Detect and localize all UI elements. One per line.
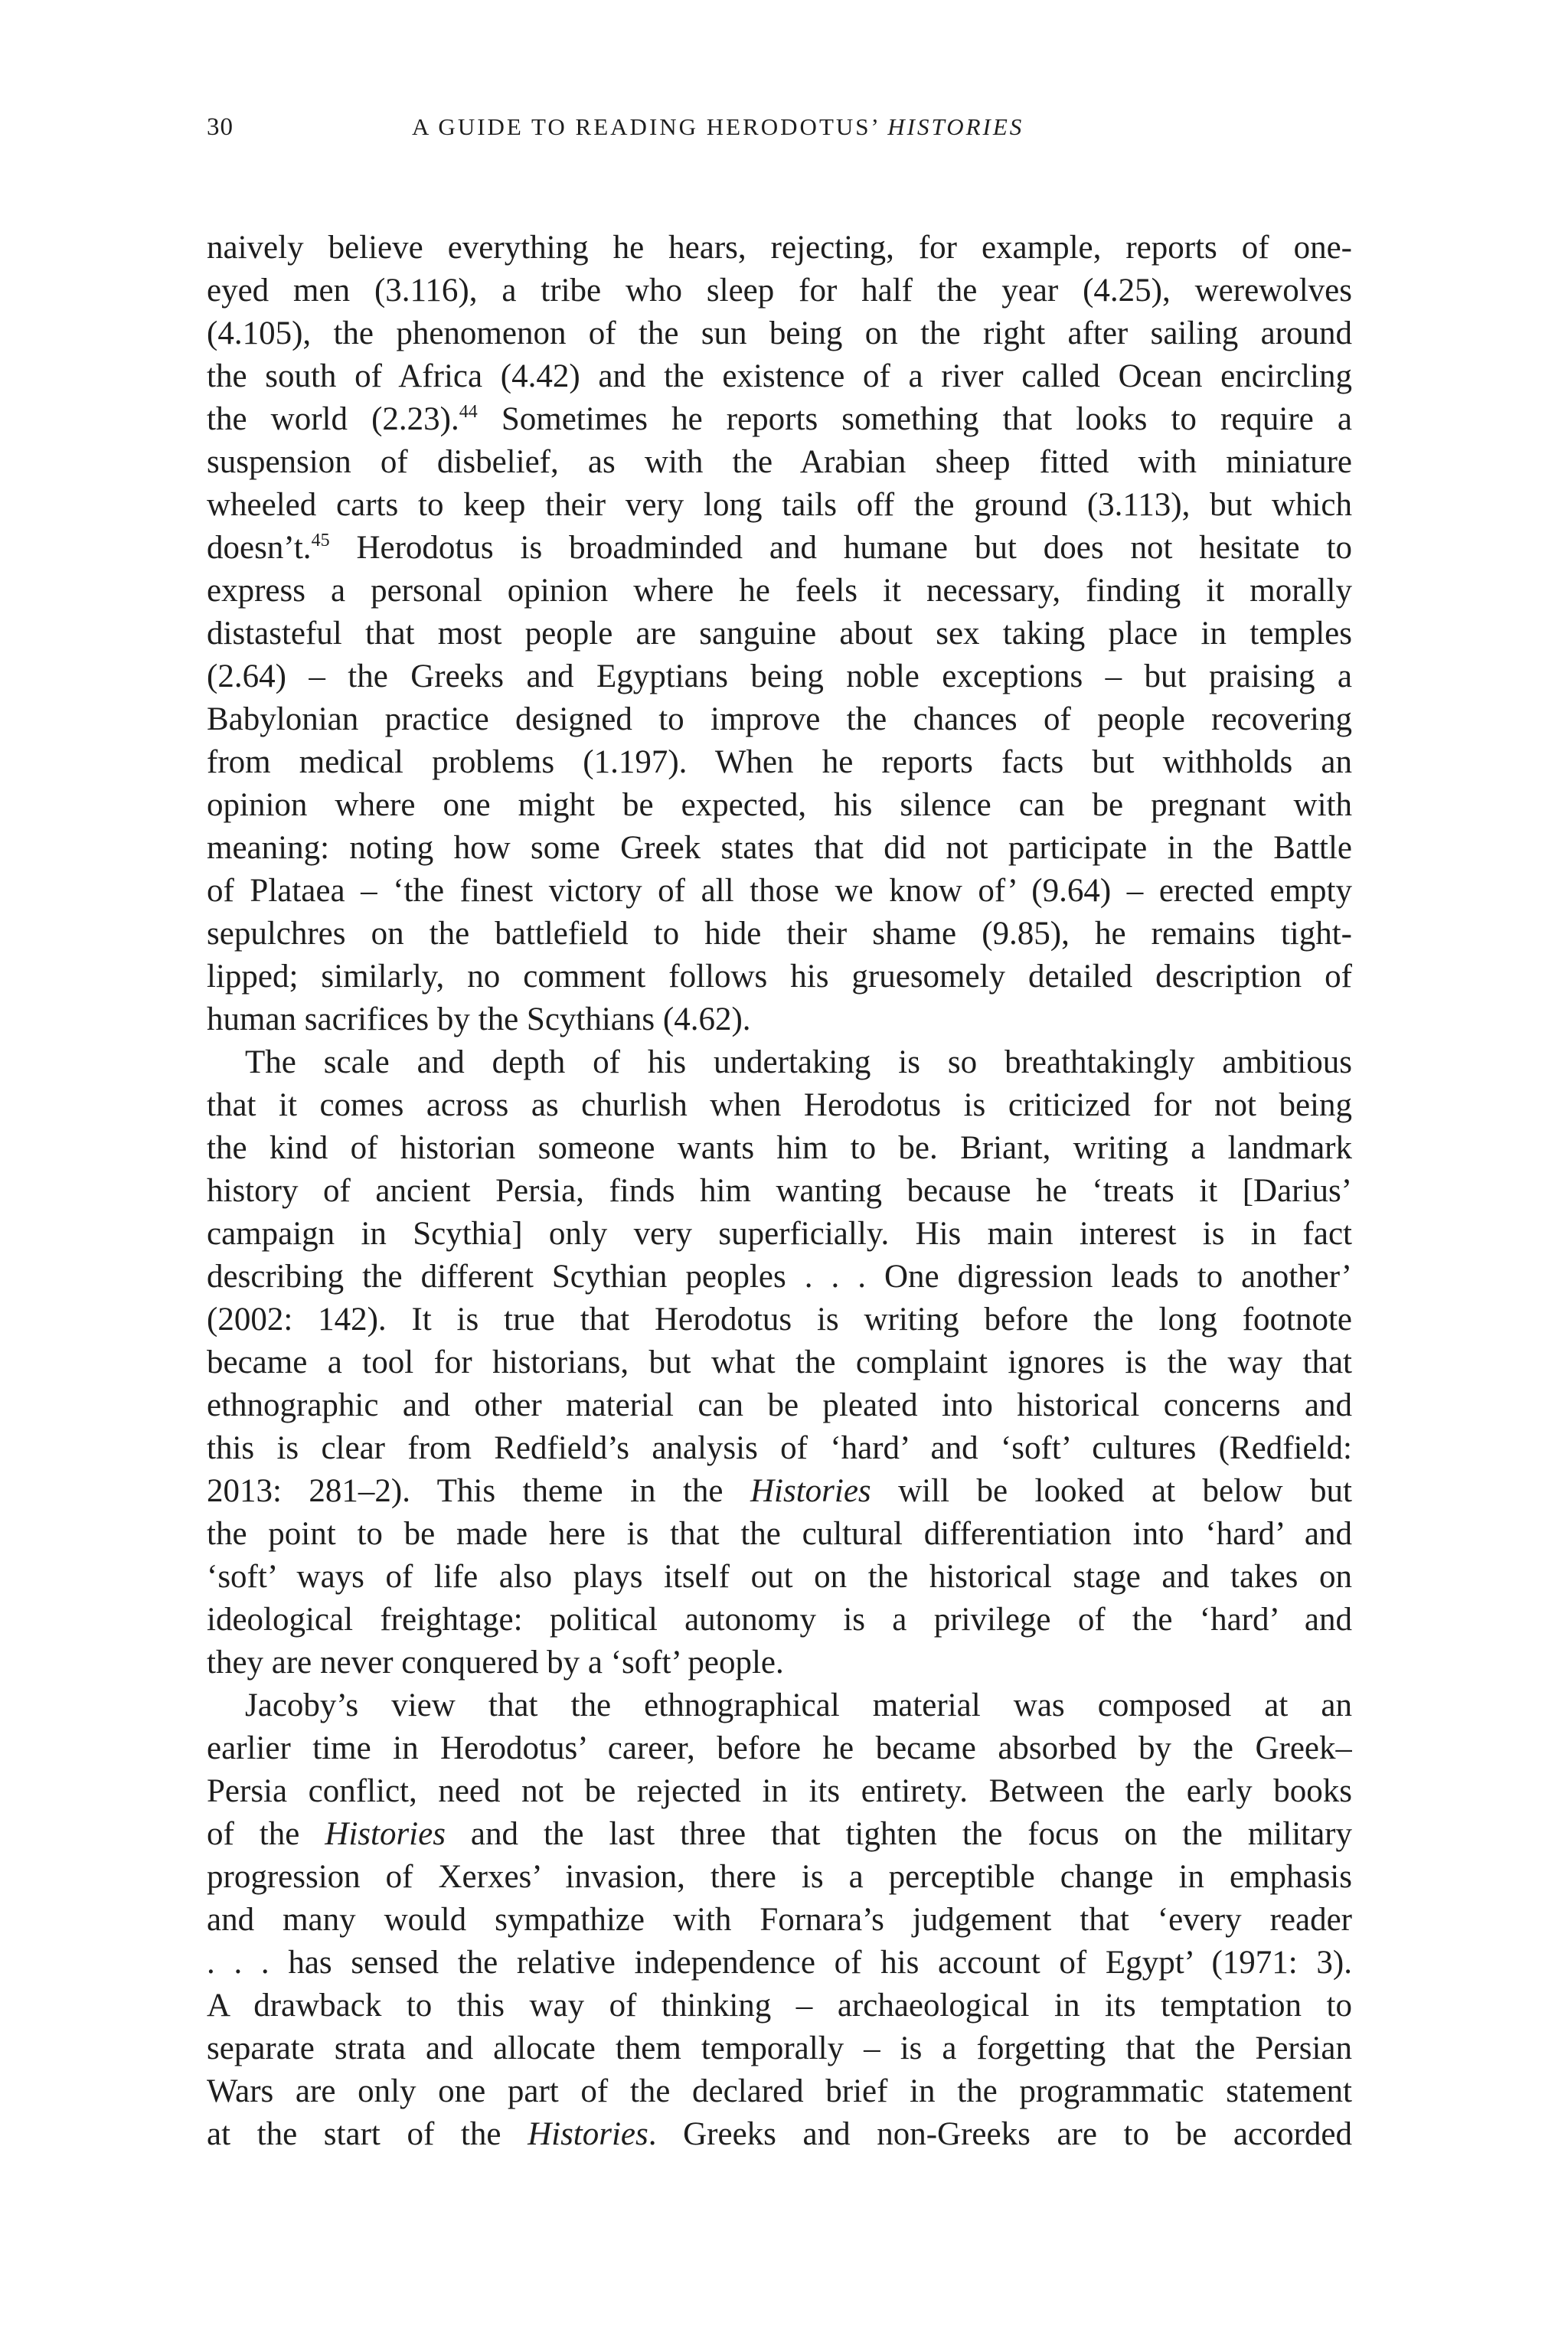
text-line: wheeled carts to keep their very long tails off the ground (3.113), but which xyxy=(207,487,1352,523)
text-line: naively believe everything he hears, rejecting, for example, reports of one- xyxy=(207,230,1352,266)
book-title: Histories xyxy=(750,1473,871,1509)
running-head-title: HISTORIES xyxy=(887,113,1024,140)
text-line: doesn’t.$^{45}$ Herodotus is broadminded and humane but does not hesitate to xyxy=(207,530,1352,566)
text-line: separate strata and allocate them temporally – is a forgetting that the Persian xyxy=(207,2030,1352,2066)
text-line: sepulchres on the battlefield to hide their shame (9.85), he remains tight- xyxy=(207,916,1352,952)
page-number: 30 xyxy=(207,113,234,141)
text-line: that it comes across as churlish when Herodotus is criticized for not being xyxy=(207,1087,1352,1123)
text-line: ‘soft’ ways of life also plays itself out on the historical stage and takes on xyxy=(207,1559,1352,1595)
text-line: of the Histories and the last three that tighten the focus on the military xyxy=(207,1816,1352,1852)
text-line: . . . has sensed the relative independence of his account of Egypt’ (1971: 3). xyxy=(207,1945,1352,1981)
text-line: (2002: 142). It is true that Herodotus is writing before the long footnote xyxy=(207,1302,1352,1338)
footnote-marker: 44 xyxy=(459,402,478,422)
text-line: Babylonian practice designed to improve the chances of people recovering xyxy=(207,701,1352,737)
text-line: suspension of disbelief, as with the Arabian sheep fitted with miniature xyxy=(207,444,1352,480)
text-line: (2.64) – the Greeks and Egyptians being noble exceptions – but praising a xyxy=(207,658,1352,694)
text-line: express a personal opinion where he feels it necessary, finding it morally xyxy=(207,573,1352,609)
text-line: distasteful that most people are sanguine about sex taking place in temples xyxy=(207,616,1352,652)
book-title: Histories xyxy=(325,1816,446,1852)
text-line: eyed men (3.116), a tribe who sleep for half the year (4.25), werewolves xyxy=(207,273,1352,309)
text-line: The scale and depth of his undertaking is so breathtakingly ambitious xyxy=(245,1044,1352,1080)
text-line: human sacrifices by the Scythians (4.62). xyxy=(207,1001,751,1037)
body-text xyxy=(207,227,1352,2156)
text-line: the world (2.23).$^{44}$ Sometimes he reports something that looks to require a xyxy=(207,401,1352,437)
text-line: history of ancient Persia, finds him wanting because he ‘treats it [Darius’ xyxy=(207,1173,1352,1209)
text-line: A drawback to this way of thinking – archaeological in its temptation to xyxy=(207,1988,1352,2024)
text-line: opinion where one might be expected, his silence can be pregnant with xyxy=(207,787,1352,823)
text-line: earlier time in Herodotus’ career, before he became absorbed by the Greek– xyxy=(207,1730,1352,1766)
running-head xyxy=(412,113,1024,141)
text-line: the kind of historian someone wants him to be. Briant, writing a landmark xyxy=(207,1130,1352,1166)
text-line: and many would sympathize with Fornara’s judgement that ‘every reader xyxy=(207,1902,1352,1938)
footnote-marker: 45 xyxy=(311,531,330,550)
text-line: the south of Africa (4.42) and the existence of a river called Ocean encircling xyxy=(207,358,1352,394)
text-line: progression of Xerxes’ invasion, there is a perceptible change in emphasis xyxy=(207,1859,1352,1895)
text-line: ideological freightage: political autonomy is a privilege of the ‘hard’ and xyxy=(207,1602,1352,1638)
text-line: Wars are only one part of the declared brief in the programmatic statement xyxy=(207,2073,1352,2109)
text-line: this is clear from Redfield’s analysis of ‘hard’ and ‘soft’ cultures (Redfield: xyxy=(207,1430,1352,1466)
text-line: lipped; similarly, no comment follows his gruesomely detailed description of xyxy=(207,959,1352,995)
text-line: the point to be made here is that the cultural differentiation into ‘hard’ and xyxy=(207,1516,1352,1552)
text-line: describing the different Scythian peoples . . . One digression leads to another’ xyxy=(207,1259,1352,1295)
text-line: meaning: noting how some Greek states that did not participate in the Battle xyxy=(207,830,1352,866)
text-line: at the start of the Histories. Greeks and non-Greeks are to be accorded xyxy=(207,2116,1352,2152)
text-line: 2013: 281–2). This theme in the Histories will be looked at below but xyxy=(207,1473,1352,1509)
text-line: became a tool for historians, but what the complaint ignores is the way that xyxy=(207,1344,1352,1380)
book-title: Histories xyxy=(528,2116,648,2152)
text-line: ethnographic and other material can be pleated into historical concerns and xyxy=(207,1387,1352,1423)
text-line: of Plataea – ‘the finest victory of all those we know of’ (9.64) – erected empty xyxy=(207,873,1352,909)
text-line: from medical problems (1.197). When he reports facts but withholds an xyxy=(207,744,1352,780)
page-header xyxy=(207,113,1352,150)
text-line: Jacoby’s view that the ethnographical material was composed at an xyxy=(245,1687,1352,1723)
text-line: (4.105), the phenomenon of the sun being on the right after sailing around xyxy=(207,315,1352,351)
text-line: Persia conflict, need not be rejected in its entirety. Between the early books xyxy=(207,1773,1352,1809)
running-head-prefix: A GUIDE TO READING HERODOTUS’ xyxy=(412,113,880,140)
text-line: campaign in Scythia] only very superficially. His main interest is in fact xyxy=(207,1216,1352,1252)
text-line: they are never conquered by a ‘soft’ people. xyxy=(207,1645,784,1681)
